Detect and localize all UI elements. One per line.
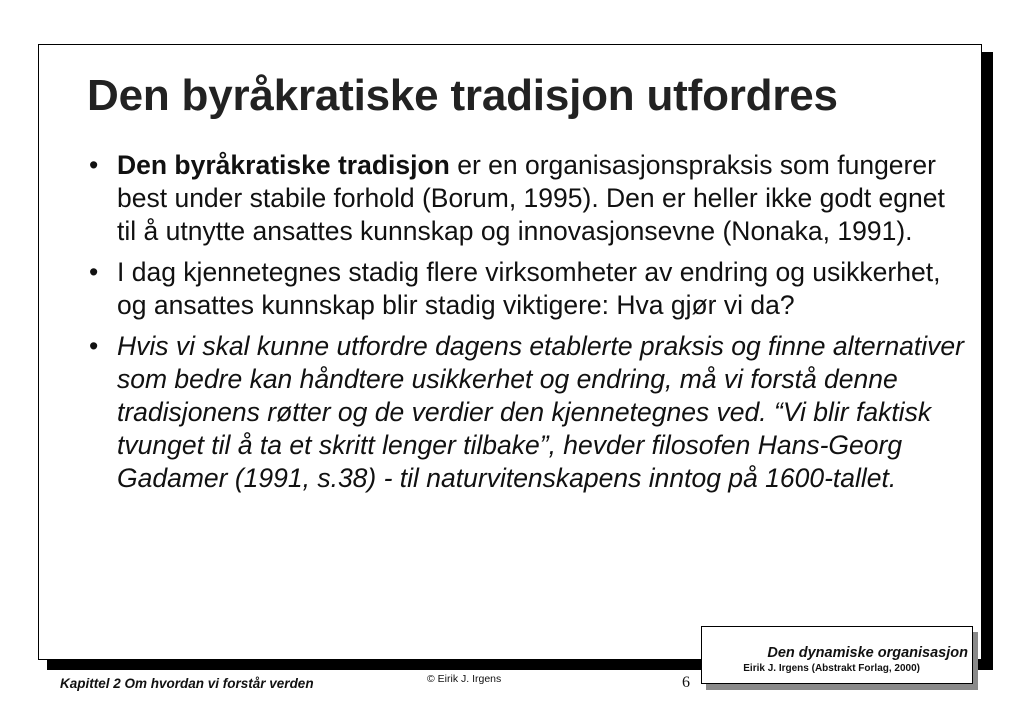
bullet-text: I dag kjennetegnes stadig flere virksomheter av endring og usikkerhet, og ansattes kunnskap blir stadig viktigere: Hva gjør vi da?	[117, 257, 941, 320]
bullet-text: Hvis vi skal kunne utfordre dagens etablerte praksis og finne alternativer som bedre kan håndtere usikkerhet og endring, må vi forstå denne tradisjonens røtter og de verdier den kjennetegnes ved. “Vi blir faktisk tvunget til å ta et skritt lenger tilbake”, hevder filosofen Hans-Georg Gadamer (1991, s.38) - til naturvitenskapens inntog på 1600-tallet.	[117, 331, 964, 493]
book-reference-box	[701, 626, 973, 684]
bullet-marker: •	[89, 331, 99, 361]
page-number: 6	[682, 674, 690, 691]
bullet-lead-term: Den byråkratiske tradisjon	[117, 150, 450, 180]
bullet-body: er en organisasjonspraksis som fungerer best under stabile forhold (Borum, 1995). Den er heller ikke godt egnet til å utnytte ansattes kunnskap og innovasjonsevne (Nonaka, 1991).	[117, 150, 945, 246]
footer-copyright: © Eirik J. Irgens	[427, 673, 502, 685]
slide-frame	[38, 44, 982, 660]
bullet-item	[89, 149, 969, 248]
book-title: Den dynamiske organisasjon	[767, 645, 968, 661]
bullet-list	[89, 149, 969, 503]
slide-title: Den byråkratiske tradisjon utfordres	[87, 71, 838, 120]
bullet-marker: •	[89, 257, 99, 287]
bullet-marker: •	[89, 150, 99, 180]
bullet-item	[89, 256, 969, 322]
book-subtitle: Eirik J. Irgens (Abstrakt Forlag, 2000)	[743, 663, 920, 674]
bullet-item	[89, 330, 969, 495]
bullet-text	[117, 150, 945, 246]
footer-chapter: Kapittel 2 Om hvordan vi forstår verden	[60, 676, 314, 691]
